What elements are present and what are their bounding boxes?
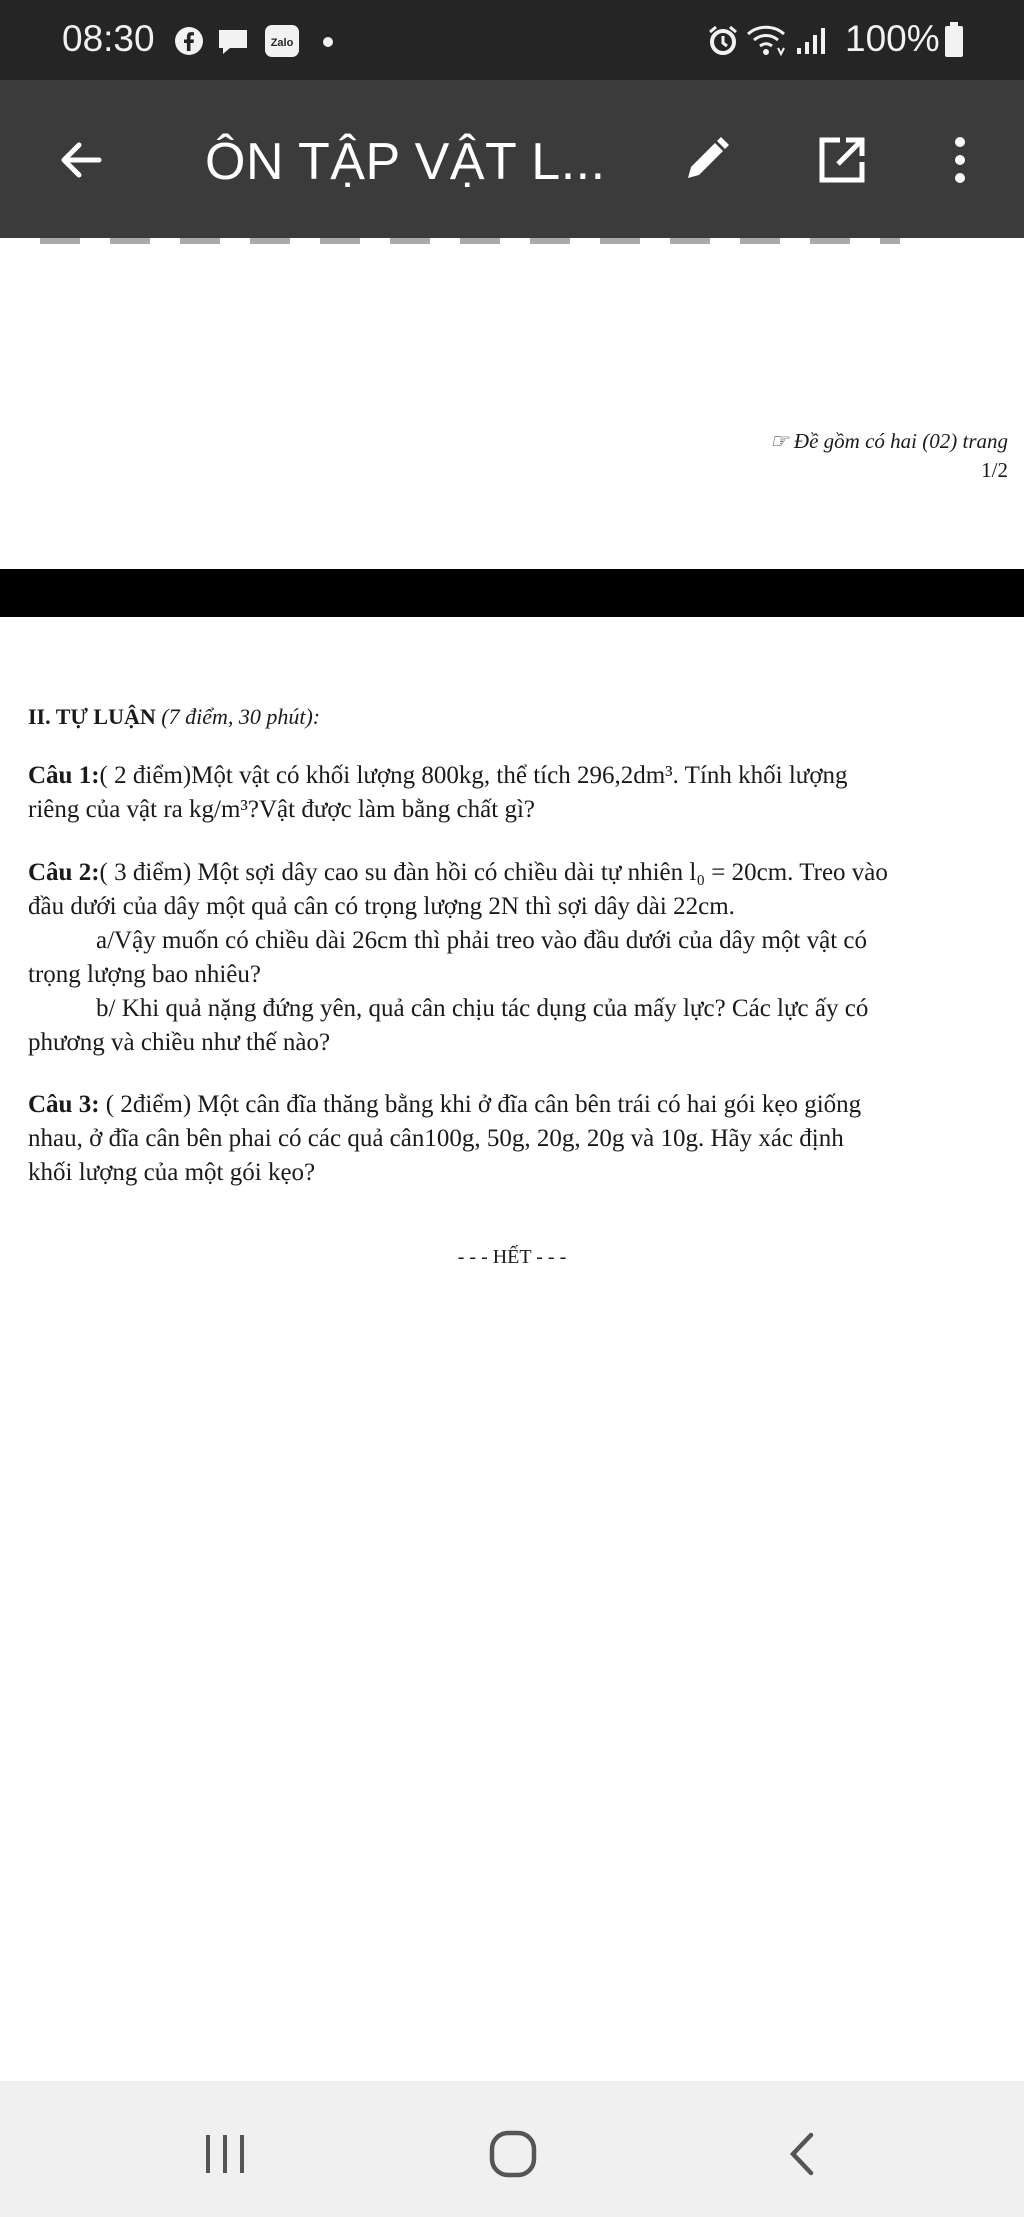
home-icon[interactable] [478,2119,548,2189]
zalo-icon-label: Zalo [270,37,294,49]
facebook-icon [174,26,204,61]
question-1-line-2: riêng của vật ra kg/m³?Vật được làm bằng chất gì? [28,796,535,823]
battery-percent: 100% [845,18,940,59]
section-title: II. TỰ LUẬN [28,704,156,729]
back-arrow-icon[interactable] [48,128,112,192]
section-heading [28,704,320,730]
question-2 [28,856,1013,1060]
recent-apps-icon[interactable] [190,2119,260,2189]
question-3 [28,1088,1013,1190]
document-title: ÔN TẬP VẬT L... [205,133,606,191]
question-2-part-b-line-1: b/ Khi quả nặng đứng yên, quả cân chịu tác dụng của mấy lực? Các lực ấy có [96,995,869,1022]
page-footer-note: ☞ Đề gồm có hai (02) trang [769,429,1008,453]
status-bar [0,0,1024,80]
question-1-label: Câu 1: [28,762,100,789]
battery-icon [944,22,964,63]
alarm-icon [706,24,740,63]
question-2-part-a-line-1: a/Vậy muốn có chiều dài 26cm thì phải treo vào đầu dưới của dây một vật có [96,927,867,954]
more-vert-icon[interactable] [928,128,992,192]
page-number: 1/2 [981,458,1008,482]
signal-icon [795,26,827,61]
question-3-line-1: ( 2điểm) Một cân đĩa thăng bằng khi ở đĩa cân bên trái có hai gói kẹo giống [99,1091,862,1118]
edit-pencil-icon[interactable] [674,128,738,192]
question-2-label: Câu 2: [28,859,100,886]
question-1-line-1: ( 2 điểm)Một vật có khối lượng 800kg, thể tích 296,2dm³. Tính khối lượng [99,762,848,789]
app-toolbar [0,80,1024,238]
page-separator [0,569,1024,617]
question-2-line-1: ( 3 điểm) Một sợi dây cao su đàn hồi có chiều dài tự nhiên l₀ = 20cm. Treo vào [99,859,888,886]
back-icon[interactable] [766,2119,836,2189]
navigation-bar [0,2081,1024,2217]
cut-off-text-line [40,238,900,244]
question-3-label: Câu 3: [28,1091,100,1118]
open-external-icon[interactable] [810,128,874,192]
end-marker: - - - HẾT - - - [457,1246,567,1268]
messenger-icon [216,27,250,62]
question-2-part-b-line-2: phương và chiều như thế nào? [28,1029,331,1056]
question-2-line-2: đầu dưới của dây một quả cân có trọng lượng 2N thì sợi dây dài 22cm. [28,893,735,920]
question-3-line-2: nhau, ở đĩa cân bên phai có các quả cân100g, 50g, 20g, 20g và 10g. Hãy xác định [28,1125,844,1152]
status-time: 08:30 [62,18,155,59]
zalo-icon [264,24,300,63]
section-subtitle: (7 điểm, 30 phút): [161,704,321,729]
dot-icon [322,35,334,53]
question-2-part-a-line-2: trọng lượng bao nhiêu? [28,961,261,988]
question-3-line-3: khối lượng của một gói kẹo? [28,1159,316,1186]
question-1 [28,759,1013,827]
wifi-icon [746,22,786,63]
